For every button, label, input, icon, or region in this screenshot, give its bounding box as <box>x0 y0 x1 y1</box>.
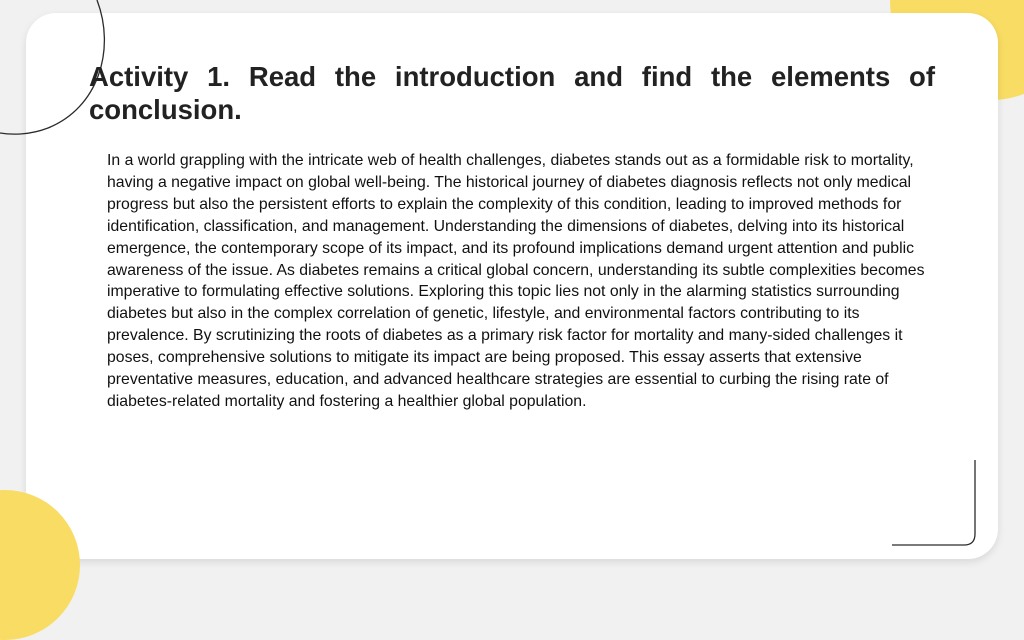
introduction-paragraph: In a world grappling with the intricate web of health challenges, diabetes stands out as a formidable risk to mortality, having a negative impact on global well-being. The historical journey of diabetes diagnosis reflects not only medical progress but also the persistent efforts to explain the complexity of this condition, leading to improved methods for identification, classification, and management. Understanding the dimensions of diabetes, delving into its historical emergence, the contemporary scope of its impact, and its profound implications demand urgent attention and public awareness of the issue. As diabetes remains a critical global concern, understanding its subtle complexities becomes imperative to formulating effective solutions. Exploring this topic lies not only in the alarming statistics surrounding diabetes but also in the complex correlation of genetic, lifestyle, and environmental factors contributing to its prevalence. By scrutinizing the roots of diabetes as a primary risk factor for mortality and many-sided challenges it poses, comprehensive solutions to mitigate its impact are being proposed. This essay asserts that extensive preventative measures, education, and advanced healthcare strategies are essential to curbing the rising rate of diabetes-related mortality and fostering a healthier global population. <box>107 152 925 410</box>
slide-title: Activity 1. Read the introduction and find the elements of conclusion. <box>89 61 935 125</box>
